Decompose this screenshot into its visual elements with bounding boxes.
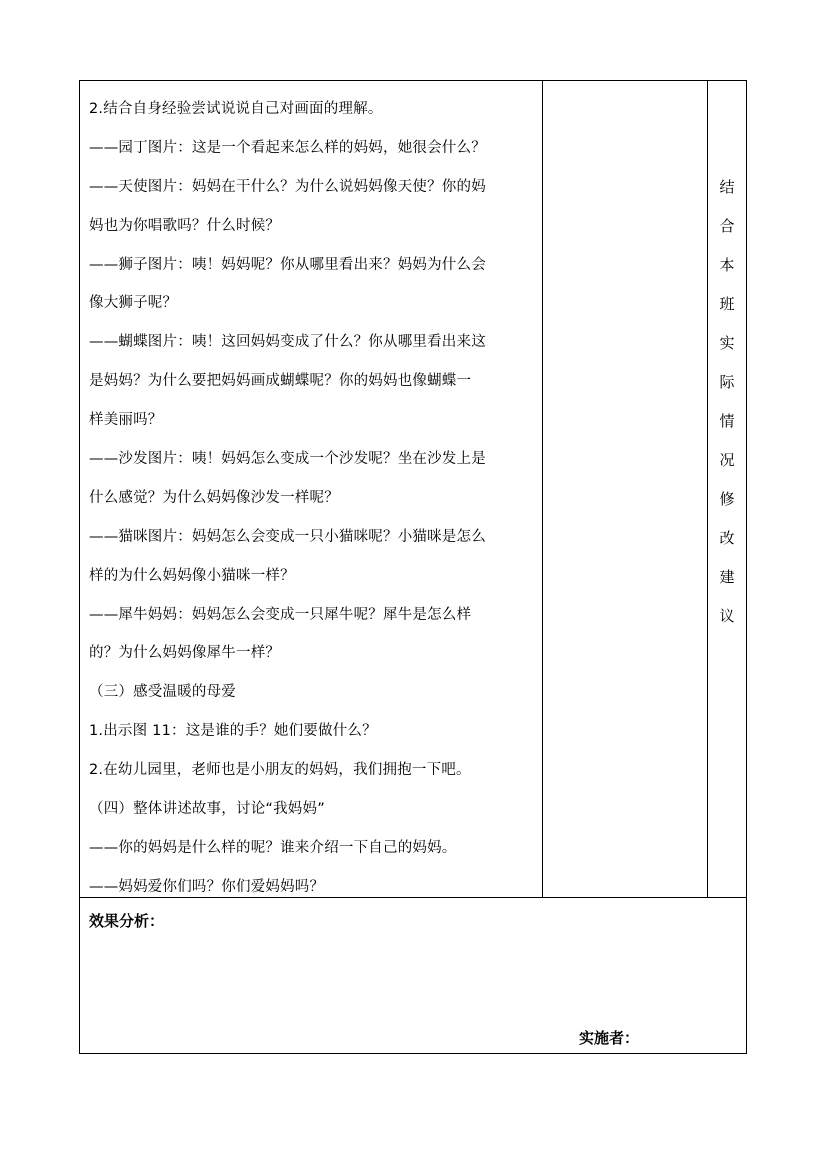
section-heading: （三）感受温暖的母爱 — [89, 684, 236, 701]
lesson-line: 1.出示图 11：这是谁的手？她们要做什么？ — [89, 723, 377, 740]
lesson-table — [79, 80, 747, 898]
lesson-line: 样的为什么妈妈像小猫咪一样？ — [89, 567, 295, 584]
vertical-char: 修 — [719, 490, 735, 508]
lesson-line: 2.结合自身经验尝试说说自己对画面的理解。 — [89, 101, 383, 117]
vertical-char: 议 — [719, 607, 735, 625]
lesson-line: ——天使图片：妈妈在干什么？为什么说妈妈像天使？你的妈 — [89, 178, 486, 195]
column-divider-left — [542, 81, 543, 897]
lesson-line: 2.在幼儿园里，老师也是小朋友的妈妈，我们拥抱一下吧。 — [89, 762, 471, 779]
lesson-line: 样美丽吗？ — [89, 412, 163, 429]
lesson-line: ——你的妈妈是什么样的呢？谁来介绍一下自己的妈妈。 — [89, 839, 457, 856]
vertical-char: 实 — [719, 334, 735, 352]
vertical-char: 结 — [719, 178, 735, 196]
lesson-line: ——园丁图片：这是一个看起来怎么样的妈妈，她很会什么？ — [89, 139, 486, 156]
lesson-line: ——狮子图片：咦！妈妈呢？你从哪里看出来？妈妈为什么会 — [89, 256, 486, 273]
revision-suggestion-column — [707, 168, 747, 636]
vertical-char: 改 — [719, 529, 735, 547]
lesson-line: ——妈妈爱你们吗？你们爱妈妈吗？ — [89, 878, 325, 895]
lesson-line: ——猫咪图片：妈妈怎么会变成一只小猫咪呢？小猫咪是怎么 — [89, 528, 486, 545]
vertical-char: 际 — [719, 373, 735, 391]
lesson-line: 的？为什么妈妈像犀牛一样？ — [89, 645, 281, 662]
lesson-line: 什么感觉？为什么妈妈像沙发一样呢？ — [89, 489, 339, 506]
implementer-label: 实施者： — [579, 1029, 640, 1047]
lesson-line: 是妈妈？为什么要把妈妈画成蝴蝶呢？你的妈妈也像蝴蝶一 — [89, 373, 472, 390]
vertical-char: 本 — [719, 256, 735, 274]
lesson-line: 妈也为你唱歌吗？什么时候？ — [89, 217, 281, 234]
lesson-line: ——犀牛妈妈：妈妈怎么会变成一只犀牛呢？犀牛是怎么样 — [89, 606, 472, 623]
vertical-char: 合 — [719, 217, 735, 235]
vertical-char: 建 — [719, 568, 735, 586]
lesson-line: ——蝴蝶图片：咦！这回妈妈变成了什么？你从哪里看出来这 — [89, 334, 486, 351]
section-heading: （四）整体讲述故事，讨论“我妈妈” — [89, 801, 325, 818]
lesson-steps-column — [89, 90, 539, 907]
effect-analysis-label: 效果分析： — [89, 912, 165, 930]
vertical-char: 况 — [719, 451, 735, 469]
vertical-char: 班 — [719, 295, 735, 313]
lesson-line: ——沙发图片：咦！妈妈怎么变成一个沙发呢？坐在沙发上是 — [89, 451, 486, 468]
lesson-line: 像大狮子呢？ — [89, 295, 178, 312]
effect-analysis-section — [79, 897, 747, 1054]
vertical-char: 情 — [719, 412, 735, 430]
